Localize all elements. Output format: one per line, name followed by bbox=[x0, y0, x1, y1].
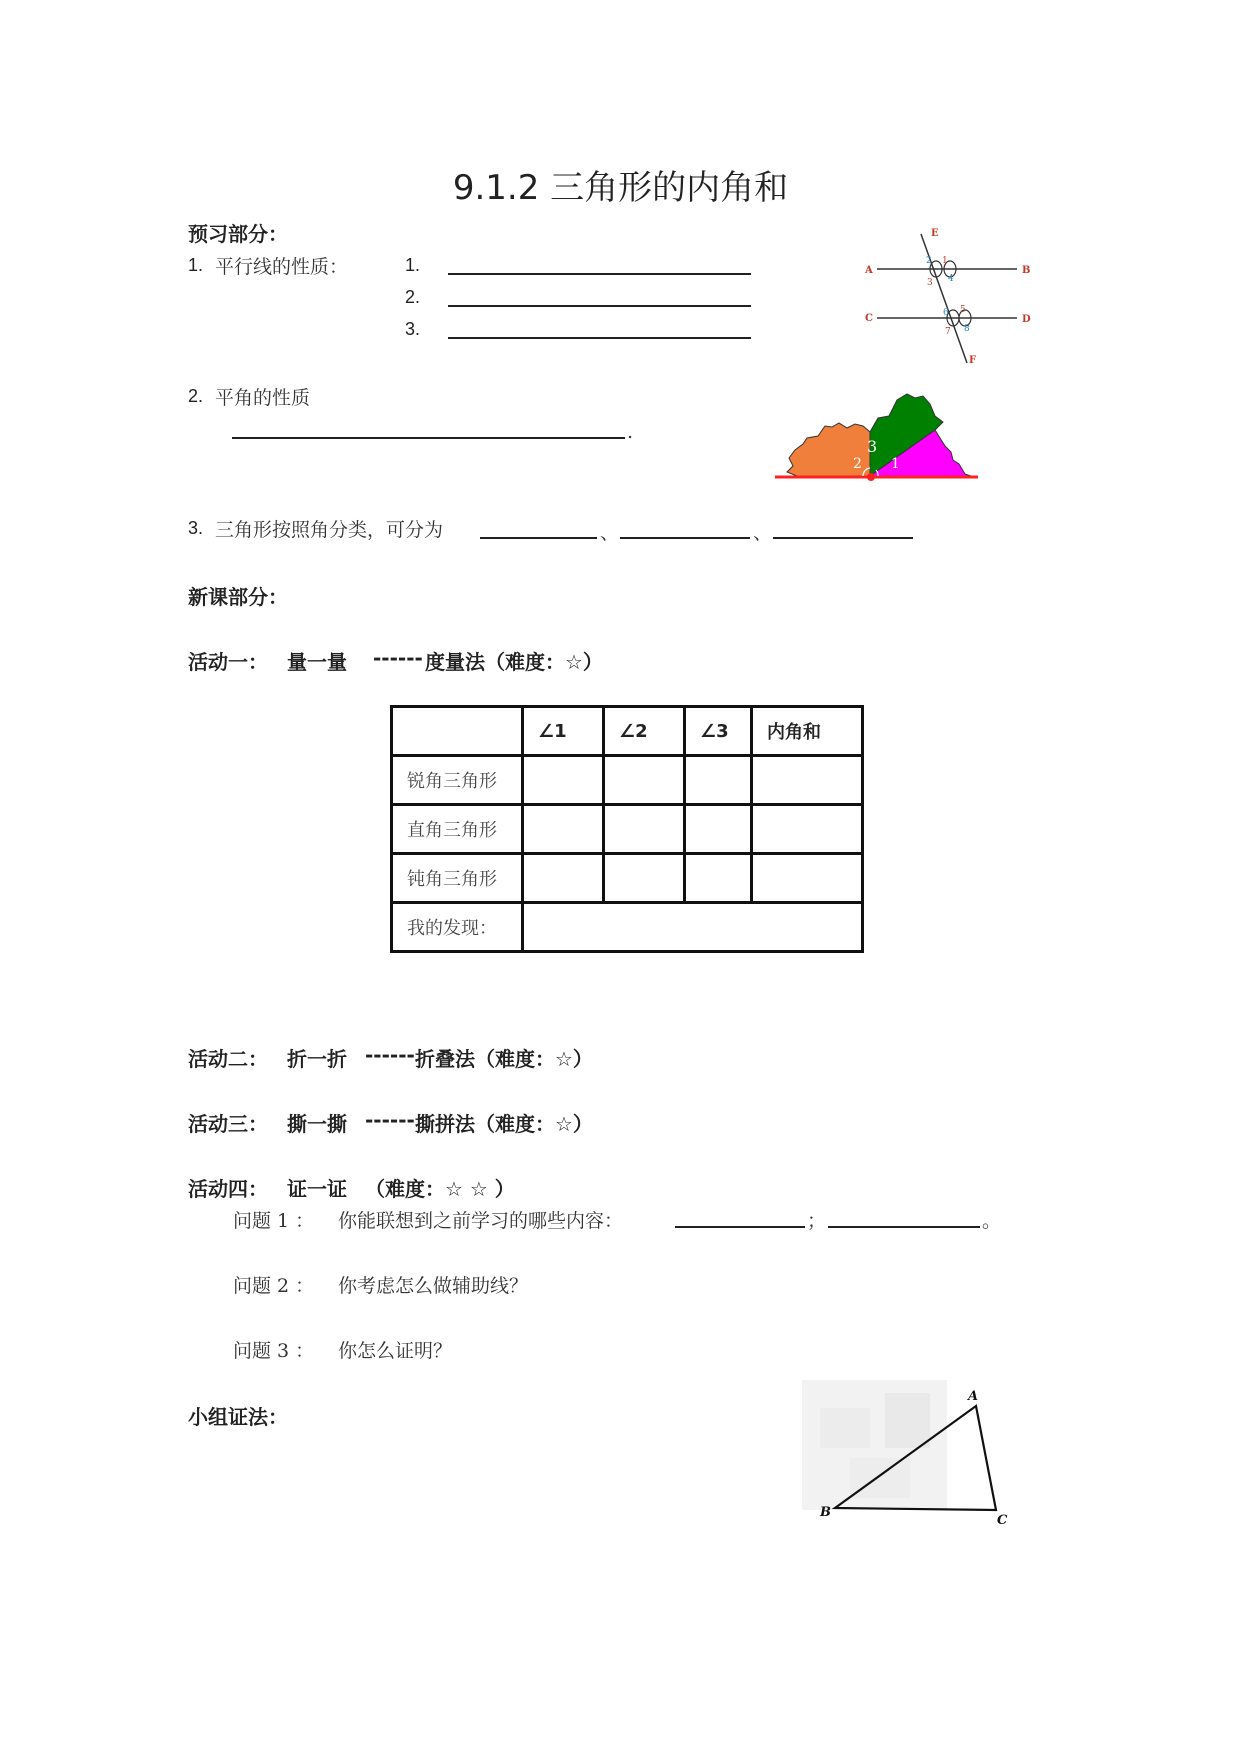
vertex-c-label: C bbox=[997, 1513, 1008, 1528]
svg-text:5: 5 bbox=[960, 305, 966, 315]
new-lesson-heading: 新课部分： bbox=[188, 585, 288, 609]
q1-item-number: 3. bbox=[405, 319, 421, 339]
table-header-cell bbox=[392, 707, 523, 756]
q1-text: 平行线的性质： bbox=[215, 256, 349, 278]
question-separator: ； bbox=[807, 1210, 827, 1232]
activity2-dash: ------ bbox=[365, 1043, 415, 1067]
table-header-cell: ∠2 bbox=[604, 707, 685, 756]
table-cell[interactable] bbox=[604, 756, 685, 805]
question-text: 你怎么证明？ bbox=[338, 1340, 453, 1362]
answer-blank[interactable] bbox=[828, 1226, 980, 1228]
table-row bbox=[392, 854, 863, 903]
torn-triangle-figure bbox=[775, 390, 980, 482]
svg-text:3: 3 bbox=[927, 278, 933, 288]
activity2-method: 折叠法（难度：☆） bbox=[415, 1047, 593, 1071]
answer-blank[interactable] bbox=[448, 337, 751, 339]
question-label: 问题 1 ： bbox=[233, 1210, 315, 1232]
activity2-label: 活动二： bbox=[188, 1047, 268, 1071]
activity2-name: 折一折 bbox=[287, 1047, 347, 1071]
vertex-b-label: B bbox=[820, 1505, 831, 1520]
table-row bbox=[392, 903, 863, 952]
activity3-label: 活动三： bbox=[188, 1112, 268, 1136]
q1-number: 1. bbox=[188, 255, 204, 275]
vertex-dot bbox=[867, 473, 875, 481]
row-label: 锐角三角形 bbox=[392, 756, 523, 805]
question-text: 你考虑怎么做辅助线？ bbox=[338, 1275, 529, 1297]
answer-blank[interactable] bbox=[232, 437, 625, 439]
table-cell[interactable] bbox=[685, 805, 752, 854]
activity4-name: 证一证 bbox=[287, 1177, 347, 1201]
line-ef bbox=[921, 234, 967, 363]
label-b: B bbox=[1022, 265, 1031, 276]
label-e: E bbox=[931, 228, 939, 239]
svg-text:2: 2 bbox=[926, 256, 932, 266]
table-header-cell: 内角和 bbox=[752, 707, 863, 756]
row-label: 直角三角形 bbox=[392, 805, 523, 854]
group-heading: 小组证法： bbox=[188, 1405, 288, 1429]
table-cell[interactable] bbox=[752, 854, 863, 903]
answer-blank[interactable] bbox=[480, 537, 597, 539]
table-header-row bbox=[392, 707, 863, 756]
q3-text: 三角形按照角分类，可分为 bbox=[215, 519, 444, 541]
svg-text:4: 4 bbox=[948, 274, 954, 284]
activity3-name: 撕一撕 bbox=[287, 1112, 347, 1136]
answer-blank[interactable] bbox=[620, 537, 750, 539]
finding-cell[interactable] bbox=[523, 903, 863, 952]
table-cell[interactable] bbox=[604, 805, 685, 854]
activity4-label: 活动四： bbox=[188, 1177, 268, 1201]
svg-text:2: 2 bbox=[853, 456, 862, 472]
answer-blank[interactable] bbox=[448, 273, 751, 275]
table-cell[interactable] bbox=[685, 854, 752, 903]
table-row bbox=[392, 756, 863, 805]
activity3-method: 撕拼法（难度：☆） bbox=[415, 1112, 593, 1136]
activity4-method: （难度：☆ ☆ ） bbox=[365, 1177, 515, 1201]
triangle-abc-figure bbox=[800, 1378, 1020, 1528]
label-d: D bbox=[1022, 314, 1031, 325]
parallel-lines-figure bbox=[855, 225, 1035, 365]
label-c: C bbox=[865, 313, 873, 324]
table-row bbox=[392, 805, 863, 854]
q3-number: 3. bbox=[188, 518, 204, 538]
row-label: 钝角三角形 bbox=[392, 854, 523, 903]
question-label: 问题 2 ： bbox=[233, 1275, 315, 1297]
question-end: 。 bbox=[982, 1210, 1002, 1232]
measurement-table bbox=[390, 705, 864, 953]
svg-text:1: 1 bbox=[891, 456, 900, 472]
separator: 、 bbox=[753, 522, 773, 544]
finding-label: 我的发现： bbox=[392, 903, 523, 952]
table-cell[interactable] bbox=[523, 756, 604, 805]
page-title: 9.1.2 三角形的内角和 bbox=[452, 168, 789, 208]
vertex-a-label: A bbox=[968, 1389, 979, 1404]
table-cell[interactable] bbox=[523, 805, 604, 854]
question-text: 你能联想到之前学习的哪些内容： bbox=[338, 1210, 624, 1232]
answer-blank[interactable] bbox=[448, 305, 751, 307]
q2-text: 平角的性质 bbox=[215, 387, 311, 409]
q2-period: . bbox=[627, 421, 634, 443]
label-a: A bbox=[865, 265, 873, 276]
activity3-dash: ------ bbox=[365, 1108, 415, 1132]
table-cell[interactable] bbox=[604, 854, 685, 903]
svg-text:6: 6 bbox=[943, 308, 949, 318]
svg-text:3: 3 bbox=[867, 437, 878, 456]
table-cell[interactable] bbox=[752, 805, 863, 854]
answer-blank[interactable] bbox=[773, 537, 913, 539]
svg-text:8: 8 bbox=[964, 324, 970, 334]
table-cell[interactable] bbox=[752, 756, 863, 805]
activity1-method: 度量法（难度：☆） bbox=[425, 650, 603, 674]
q1-item-number: 2. bbox=[405, 287, 421, 307]
separator: 、 bbox=[600, 522, 620, 544]
svg-text:7: 7 bbox=[945, 327, 951, 337]
preview-heading: 预习部分： bbox=[188, 222, 288, 246]
activity1-label: 活动一： bbox=[188, 650, 268, 674]
table-cell[interactable] bbox=[685, 756, 752, 805]
label-f: F bbox=[969, 355, 977, 365]
activity1-name: 量一量 bbox=[287, 650, 347, 674]
q2-number: 2. bbox=[188, 386, 204, 406]
svg-text:1: 1 bbox=[942, 256, 948, 266]
table-cell[interactable] bbox=[523, 854, 604, 903]
activity1-dash: ------ bbox=[373, 646, 423, 670]
table-header-cell: ∠1 bbox=[523, 707, 604, 756]
q1-item-number: 1. bbox=[405, 255, 421, 275]
question-label: 问题 3 ： bbox=[233, 1340, 315, 1362]
answer-blank[interactable] bbox=[675, 1226, 805, 1228]
table-header-cell: ∠3 bbox=[685, 707, 752, 756]
